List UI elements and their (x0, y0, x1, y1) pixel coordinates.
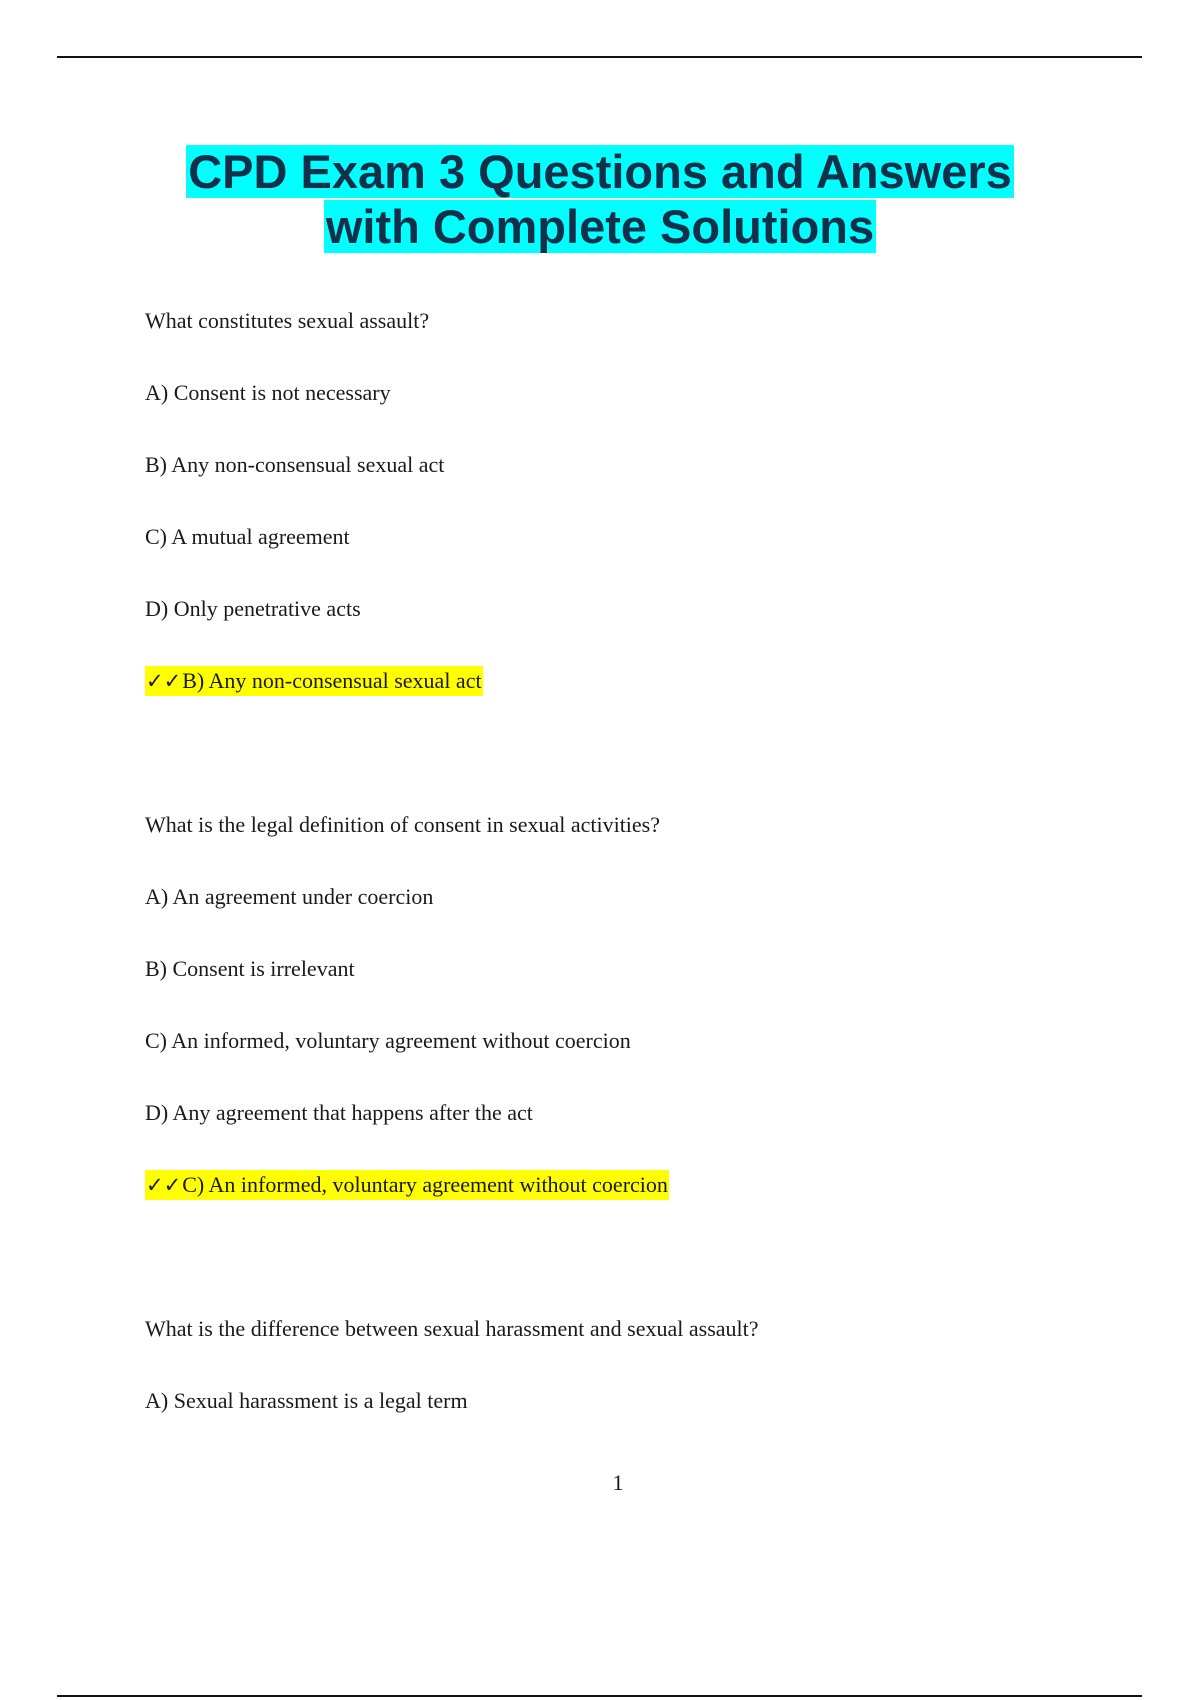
answer-text: C) An informed, voluntary agreement without coercion (182, 1172, 668, 1197)
page-number: 1 (612, 1470, 624, 1495)
option-a: A) Sexual harassment is a legal term (145, 1388, 468, 1413)
option-a: A) Consent is not necessary (145, 380, 391, 405)
double-check-icon: ✓✓ (146, 669, 182, 693)
question-list (145, 306, 1105, 1458)
question-text: What is the difference between sexual harassment and sexual assault? (145, 1316, 759, 1341)
answer-text: B) Any non-consensual sexual act (182, 668, 482, 693)
option-c: C) An informed, voluntary agreement without coercion (145, 1028, 631, 1053)
question-text: What is the legal definition of consent in sexual activities? (145, 812, 661, 837)
option-b: B) Consent is irrelevant (145, 956, 355, 981)
answer-line (145, 1170, 1105, 1200)
answer-highlight (145, 666, 483, 696)
document-title (0, 144, 1200, 254)
title-line-2: with Complete Solutions (325, 200, 875, 253)
option-d: D) Only penetrative acts (145, 596, 361, 621)
question-text: What constitutes sexual assault? (145, 308, 430, 333)
answer-line (145, 666, 1105, 696)
answer-highlight (145, 1170, 669, 1200)
bottom-rule (57, 1695, 1142, 1697)
option-c: C) A mutual agreement (145, 524, 350, 549)
option-a: A) An agreement under coercion (145, 884, 434, 909)
option-b: B) Any non-consensual sexual act (145, 452, 445, 477)
title-line-1: CPD Exam 3 Questions and Answers (188, 145, 1012, 198)
double-check-icon: ✓✓ (146, 1173, 182, 1197)
option-d: D) Any agreement that happens after the act (145, 1100, 533, 1125)
top-rule (57, 56, 1142, 58)
